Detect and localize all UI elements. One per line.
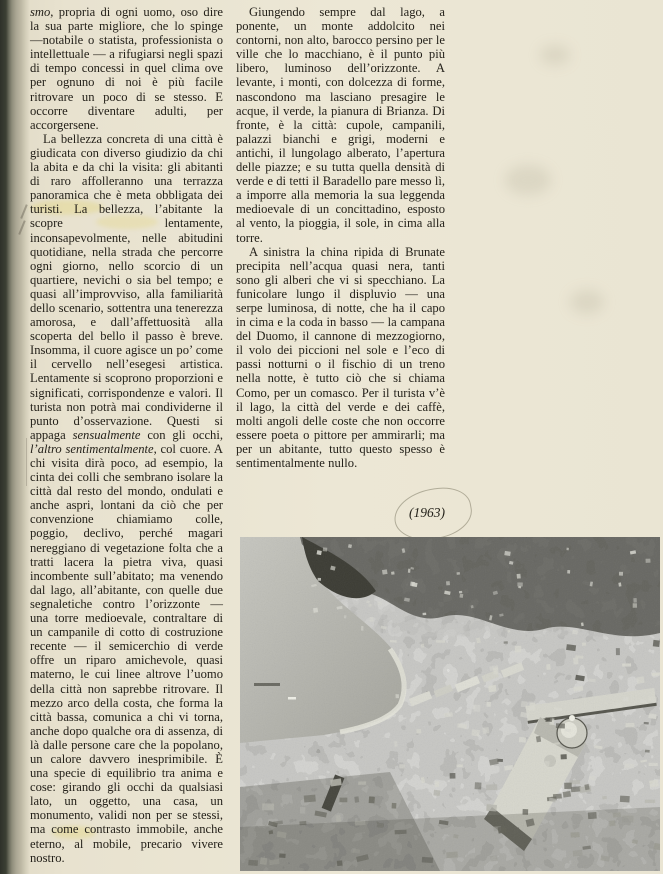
paragraph: A sinistra la china ripida di Brunate precipita nell’acqua quasi nera, tanti sono gli alberi che vi si specchiano. La funicolare lungo il displuvio — una serpe luminosa, di notte, che ha il capo in cima e la coda in basso — la campana del Duomo, il cannone di mezzogiorno, il volo dei piccioni nel sole e l’eco di passi notturni o il fischio di un treno nella notte, è tutto ciò che si chiama Como, per un comasco. Per il turista v’è il lago, la città del verde e dei caffè, molti angoli delle coste che non occorre essere poeta o pittore per ammirarli; ma per un abitante, tutto questo spesso è sentimentalmente nullo.	[236, 244, 445, 470]
paragraph: Giungendo sempre dal lago, a ponente, un monte addolcito nei contorni, non alto, barocco persino per le ville che lo macchiano, è il punto più libero, luminoso dell’orizzonte. A levante, i monti, con dolcezza di forme, nascondono ma lasciano presagire le acque, il verde, la pianura di Brianza. Di fronte, è la città: cupole, campanili, palazzi bianchi e grigi, moderni e antichi, il lungolago alberato, l’apertura delle piazze; e su tutta quella densità di verde e di tetti il Baradello pare messo lì, a imporre alla memoria la sua leggenda medioevale di un concittadino, esposto al vento, la pioggia, il sole, in cima alla torre.	[236, 5, 445, 245]
scan-blemish	[540, 45, 570, 65]
scan-blemish	[505, 165, 551, 195]
paragraph: smo, propria di ogni uomo, oso dire la sua parte migliore, che lo spinge —notabile o statista, professionista o intellettuale — a rifugiarsi negli spazi di tempo concessi in quel clima ove per ognuno di noi è più facile ritrovare un poco di se stesso. E occorre diventare adulti, per accorgersene.	[30, 5, 223, 132]
photo-grain-light	[240, 537, 660, 871]
date-note-text: (1963)	[409, 505, 445, 520]
scan-blemish	[570, 290, 604, 314]
paragraph: La bellezza concreta di una città è giudicata con diverso giudizio da chi la abita e da chi la visita: gli abitanti di raro affolleranno una terrazza panoramica che è meta obbligata dei turisti. La bellezza, l’abitante la scopre lentamente, inconsapevolmente, nelle abitudini quotidiane, nella strada che percorre ogni giorno, nello scorcio di un quartiere, nevichi o sia bel tempo; e quasi all’improvviso, alla familiarità dello scenario, sottentra una tenerezza amorosa, e dall’affettuosità alla scoperta del bello il passo è breve. Insomma, il cuore agisce un po’ come il cervello nell’esegesi artistica. Lentamente si scoprono proporzioni e significati, corrispondenze e valori. Il turista non potrà mai condividerne il punto d’osservazione. Questi si appaga sensualmente con gli occhi, l’altro sentimentalmente, col cuore. A chi visita dirà poco, ad esempio, la cinta dei colli che sembrano isolare la città dal resto del mondo, ondulati e anche aspri, lontani da ciò che per convenzione chiamiamo colle, poggio, declivo, perché magari nereggiano di vegetazione folta che a tratti lacera la pietra viva, quasi incombente sull’abitato; ma venendo dal lago, all’abitante, con quelle due segnaletiche contro l’orizzonte — una torre medioevale, contraltare di un campanile di cotto di costruzione recente — il semicerchio di verde offre un riparo amichevole, quasi materno, le cui linee altrove l’uomo della città non saprebbe ritrovare. Il mezzo arco della costa, che forma la città bassa, comunica a chi vi torna, anche dopo qualche ora di assenza, di là dalle persone care che la popolano, un calore davvero inesprimibile. È una specie di equilibrio tra anima e cose: girando gli occhi da qualsiasi lato, un oggetto, una casa, un monumento, validi non per se stessi, ma come contrasto immobile, anche eterno, al mobile, precario vivere nostro.	[30, 131, 223, 865]
date-circle-annotation	[390, 483, 475, 546]
aerial-photo-graphic	[240, 537, 660, 871]
book-spine-shadow	[0, 0, 30, 874]
aerial-photo	[240, 537, 660, 871]
left-text-column	[30, 5, 223, 865]
pencil-margin-line	[26, 438, 27, 486]
right-text-column	[236, 5, 445, 470]
